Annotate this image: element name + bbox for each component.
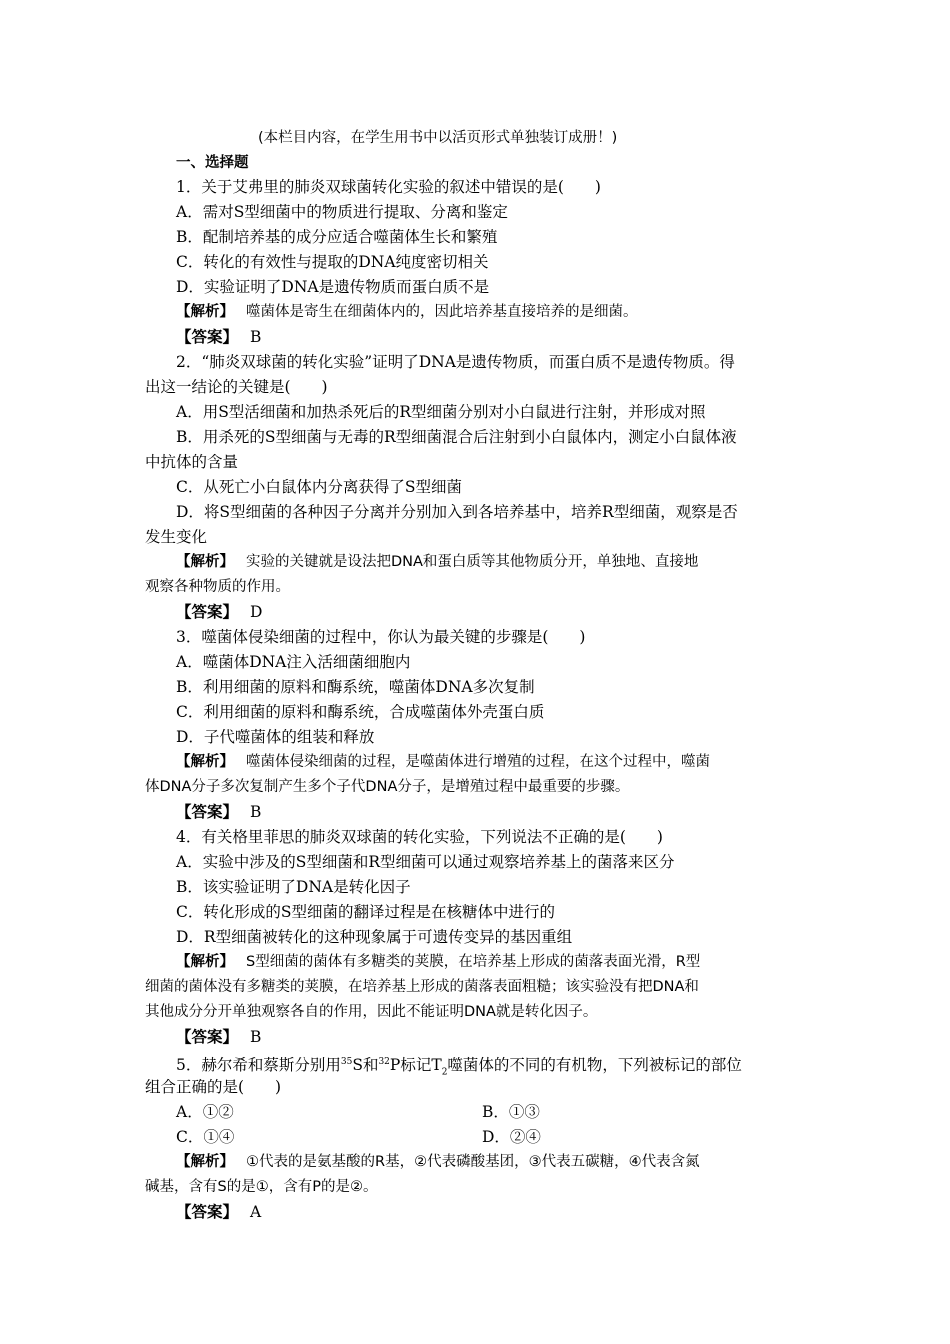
q5-subscript-2: 2 <box>441 1067 448 1078</box>
q1-option-a: A．需对S型细菌中的物质进行提取、分离和鉴定 <box>176 203 508 221</box>
q5-analysis-text: ①代表的是氨基酸的R基，②代表磷酸基团，③代表五碳糖，④代表含氮 <box>246 1154 700 1170</box>
q5-option-c: C．①④ <box>176 1128 235 1146</box>
q4-answer-value: B <box>250 1028 262 1046</box>
q1-option-b: B．配制培养基的成分应适合噬菌体生长和繁殖 <box>176 228 498 246</box>
q3-option-a: A．噬菌体DNA注入活细菌细胞内 <box>176 653 411 671</box>
q1-answer-value: B <box>250 328 262 346</box>
q4-analysis-cont-2: 其他成分分开单独观察各自的作用，因此不能证明DNA就是转化因子。 <box>145 1004 598 1020</box>
q2-option-d-cont: 发生变化 <box>145 528 208 546</box>
q2-option-c: C．从死亡小白鼠体内分离获得了S型细菌 <box>176 478 462 496</box>
q5-stem-part: S和 <box>352 1056 379 1075</box>
q3-analysis <box>176 752 841 772</box>
analysis-label: 【解析】 <box>176 954 234 970</box>
answer-label: 【答案】 <box>176 1203 239 1221</box>
answer-label: 【答案】 <box>176 328 239 346</box>
q1-option-c: C．转化的有效性与提取的DNA纯度密切相关 <box>176 253 489 271</box>
answer-label: 【答案】 <box>176 803 239 821</box>
question-2-stem-cont: 出这一结论的关键是( ) <box>145 378 328 396</box>
question-4-stem: 4．有关格里菲思的肺炎双球菌的转化实验，下列说法不正确的是( ) <box>176 828 663 846</box>
q1-analysis <box>176 302 841 322</box>
q2-option-b-cont: 中抗体的含量 <box>145 453 239 471</box>
q5-option-a: A．①② <box>176 1103 234 1121</box>
q2-analysis-text: 实验的关键就是设法把DNA和蛋白质等其他物质分开，单独地、直接地 <box>246 554 699 570</box>
q4-option-b: B．该实验证明了DNA是转化因子 <box>176 878 411 896</box>
header-note: (本栏目内容，在学生用书中以活页形式单独装订成册！) <box>258 130 618 146</box>
q3-option-b: B．利用细菌的原料和酶系统，噬菌体DNA多次复制 <box>176 678 535 696</box>
q2-option-a: A．用S型活细菌和加热杀死后的R型细菌分别对小白鼠进行注射，并形成对照 <box>176 403 706 421</box>
q3-answer <box>176 802 841 822</box>
q4-analysis <box>176 952 841 972</box>
q1-answer <box>176 327 841 347</box>
q3-option-c: C．利用细菌的原料和酶系统，合成噬菌体外壳蛋白质 <box>176 703 545 721</box>
q3-analysis-text: 噬菌体侵染细菌的过程，是噬菌体进行增殖的过程，在这个过程中，噬菌 <box>246 754 710 770</box>
q4-option-c: C．转化形成的S型细菌的翻译过程是在核糖体中进行的 <box>176 903 555 921</box>
q5-stem-part: 噬菌体的不同的有机物，下列被标记的部位 <box>447 1056 742 1075</box>
analysis-label: 【解析】 <box>176 754 234 770</box>
q3-option-d: D．子代噬菌体的组装和释放 <box>176 728 375 746</box>
section-title: 一、选择题 <box>176 155 249 171</box>
q1-analysis-text: 噬菌体是寄生在细菌体内的，因此培养基直接培养的是细菌。 <box>246 304 638 320</box>
question-3-stem: 3．噬菌体侵染细菌的过程中，你认为最关键的步骤是( ) <box>176 628 586 646</box>
q5-options-row-1 <box>176 1102 841 1122</box>
q2-option-b: B．用杀死的S型细菌与无毒的R型细菌混合后注射到小白鼠体内，测定小白鼠体液 <box>176 428 737 446</box>
q2-option-d: D．将S型细菌的各种因子分离并分别加入到各培养基中，培养R型细菌，观察是否 <box>176 503 738 521</box>
q1-option-d: D．实验证明了DNA是遗传物质而蛋白质不是 <box>176 278 490 296</box>
question-1-stem: 1．关于艾弗里的肺炎双球菌转化实验的叙述中错误的是( ) <box>176 178 601 196</box>
q5-option-b: B．①③ <box>482 1103 540 1121</box>
q5-options-row-2 <box>176 1127 841 1147</box>
q5-stem-part: 5．赫尔希和蔡斯分别用 <box>176 1056 341 1075</box>
q5-answer <box>176 1202 841 1222</box>
question-2-stem: 2．“肺炎双球菌的转化实验”证明了DNA是遗传物质，而蛋白质不是遗传物质。得 <box>176 353 735 371</box>
q3-answer-value: B <box>250 803 262 821</box>
q5-option-d: D．②④ <box>482 1128 541 1146</box>
q5-answer-value: A <box>250 1203 262 1221</box>
q4-analysis-text: S型细菌的菌体有多糖类的荚膜，在培养基上形成的菌落表面光滑，R型 <box>246 954 701 970</box>
q3-analysis-cont: 体DNA分子多次复制产生多个子代DNA分子，是增殖过程中最重要的步骤。 <box>145 779 630 795</box>
analysis-label: 【解析】 <box>176 1154 234 1170</box>
q4-option-d: D．R型细菌被转化的这种现象属于可遗传变异的基因重组 <box>176 928 573 946</box>
q2-answer <box>176 602 841 622</box>
q4-option-a: A．实验中涉及的S型细菌和R型细菌可以通过观察培养基上的菌落来区分 <box>176 853 675 871</box>
q2-analysis-cont: 观察各种物质的作用。 <box>145 579 290 595</box>
q4-analysis-cont-1: 细菌的菌体没有多糖类的荚膜，在培养基上形成的菌落表面粗糙；该实验没有把DNA和 <box>145 979 699 995</box>
q2-analysis <box>176 552 841 572</box>
q5-analysis <box>176 1152 841 1172</box>
q5-analysis-cont: 碱基，含有S的是①，含有P的是②。 <box>145 1179 378 1195</box>
answer-label: 【答案】 <box>176 603 239 621</box>
q4-answer <box>176 1027 841 1047</box>
analysis-label: 【解析】 <box>176 554 234 570</box>
q5-superscript-32: 32 <box>378 1057 390 1067</box>
q5-stem-part: P标记T <box>389 1056 442 1075</box>
q2-answer-value: D <box>250 603 263 621</box>
answer-label: 【答案】 <box>176 1028 239 1046</box>
analysis-label: 【解析】 <box>176 304 234 320</box>
q5-superscript-35: 35 <box>340 1057 353 1067</box>
question-5-stem-cont: 组合正确的是( ) <box>145 1078 282 1096</box>
